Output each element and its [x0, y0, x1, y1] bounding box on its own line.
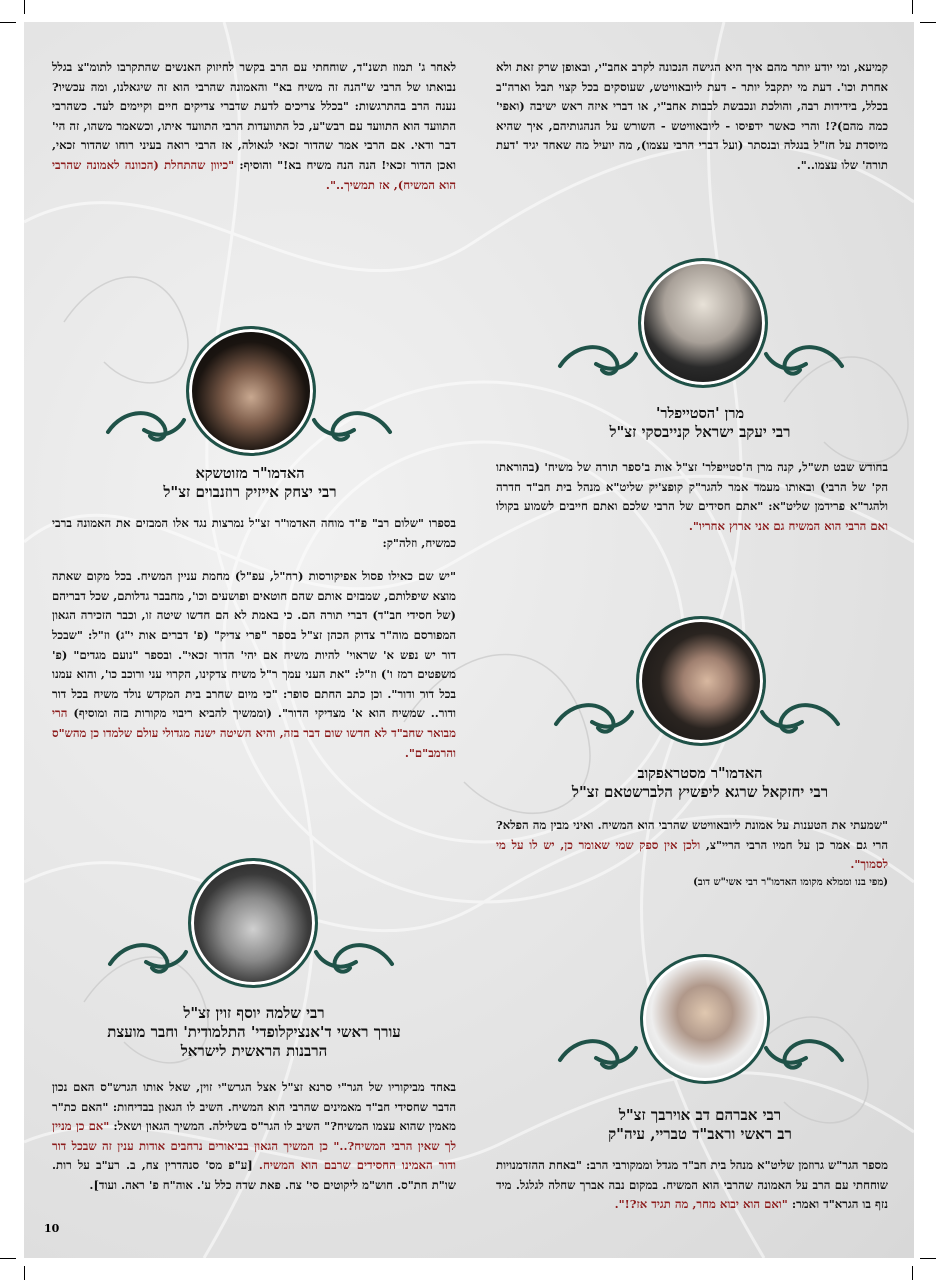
zutshka-highlight: הרי מבואר שחב"ד לא חדשו שום דבר בזה, והיא השיטה ישנה מגדולי עולם שלמדו כן מהש"ס והרמב"ם". [52, 706, 456, 760]
zutshka-name-line2: רבי יצחק אייזיק רוזנבוים זצ"ל [163, 483, 337, 501]
top-right-paragraph: קמיעא, ומי יודע יותר מהם איך היא הגישה הנכונה לקרב אחב"י, ובאופן שרק זאת ולא אחרת וכו'. דעת מי יתקבל יותר - דעת ליובאוויטש, שעוסקים בכל קצוי תבל וארה"ב בכלל, בידידות רבה, והולכת ונכבשת לבבות אחב"י, או דברי איזה ראש ישיבה (ואפי' כמה מהם)?! והרי כאשר ידפיסו - ליובאוויטש - השורש על הנהגותיהם, איך שהיא מיוסדת על חז"ל בנגלה ובנסתר (ועל דברי הרבי עצמו), מה יועיל מה שאחד יגיד 'דעת תורה' שלו עצמו..". [496, 60, 888, 172]
zutshka-ornament [104, 402, 394, 452]
zevin-section [52, 1078, 456, 1196]
steipler-section [496, 458, 888, 550]
zutshka-section [52, 514, 456, 777]
zutshka-text: "יש שם כאילו פסול אפיקורסות (רח"ל, עפ"ל) מחמת עניין המשיח. בכל מקום שאתה מוצא שיפלותם, שמבזים אותם שהם חוטאים ופושעים וכו', מחבבר גדלותם, שכל דבריהם (של חסידי חב"ד) דברי תורה הם. כי באמת לא הם חדשו שיטה זו, וכבר הזכירה הגאון המפורסם מוה"ר צדוק הכהן זצ"ל בספר "פרי צדיק" (פ' דברים אות י"ג) וז"ל: "שבכל דור יש נפש א' שראוי' להיות משיח אם יהי' הדור זכאי". ובספר "נועם מגדים" (פ' משפטים רמז ו') וז"ל: "את העני עמך ר"ל משיח צדקינו, הקרוי עני ורוכב כו', והוא עמנו בכל דור ודור". וכן כתב החתם סופר: "כי מיום שחרב בית המקדש נולד משיח בכל דור ודור.. שמשיח הוא א' מצדיקי הדור". (וממשיך להביא ריבוי מקורות בזה ומוסיף) [52, 569, 456, 721]
strapkov-paragraph [496, 816, 888, 875]
strapkov-source: (מפי בנו וממלא מקומו האדמו"ר רבי אשי"ש דוב) [693, 876, 888, 888]
auerbach-name-line2: רב ראשי וראב"ד טבריי, עיה"ק [608, 1125, 792, 1143]
top-left-paragraph [52, 58, 456, 195]
crop-mark [912, 0, 913, 14]
auerbach-name-line1: רבי אברהם דב אוירבך זצ"ל [618, 1106, 782, 1124]
zevin-paragraph [52, 1078, 456, 1196]
strapkov-title [500, 764, 900, 802]
steipler-text: בחודש שבט תש"ל, קנה מרן ה'סטייפלר' זצ"ל אות ב'ספר תורה של משיח' (בהוראתו הק' של הרבי) ובאותו מעמד אמר להגר"ק קופצ'יק שליט"א מנהל בית חב"ד חדרה ולהגר"א פרידמן שליט"א: "אתם חסידים של הרבי שלכם ואתם חייבים לשמוע בקולו [496, 460, 888, 514]
zevin-highlight: "אם כן מניין לך שאין הרבי המשיח?.." כן המשיך הגאון בביאורים נרחבים אודות ענין זה שבכל דור ודור האמינו החסידים שרבם הוא המשיח. [52, 1119, 456, 1173]
crop-mark [0, 1258, 16, 1259]
zevin-name-line2: עורך ראשי ד'אנציקלופדי' התלמודית' וחבר מועצת [107, 1023, 401, 1041]
zevin-ornament [106, 934, 396, 984]
zutshka-paragraph [52, 567, 456, 763]
steipler-name-line2: רבי יעקב ישראל קנייבסקי זצ"ל [609, 423, 791, 441]
crop-mark [24, 0, 25, 14]
auerbach-ornament [556, 1030, 846, 1080]
zevin-name-line3: הרבנות הראשית לישראל [180, 1042, 328, 1060]
top-left-highlight: "כיוון שהתחלת (הכוונה לאמונה שהרבי הוא המשיח), אז תמשיך..". [52, 157, 456, 192]
steipler-ornament [556, 336, 846, 386]
top-left-text: לאחר ג' תמוז תשנ"ד, שוחחתי עם הרב בקשר לחיזוק האנשים שהתקרבו לתומ"צ בגלל נבואתו של הרבי ש"הנה זה משיח בא" והאמונה שהרבי הוא זה שיגאלנו, ומה עכשיו? נענה הרב בהתרגשות: "בכלל צריכים לדעת שדברי צדיקים חיים וקיימים לעד. כשהרבי התוועד הוא התוועד עם רבש"ע, כל התוועדות הרבי התוועד איתו, וכשאמר משהו, זה הי' דבר ודאי. אם הרבי אמר שהדור זכאי לגאולה, אז הרבי רואה בעיני רוחו שהדור זכאי, ואכן הדור זכאי! הנה הנה משיח בא!" והוסיף: [52, 60, 456, 172]
zevin-title [52, 1004, 456, 1061]
strapkov-name-line1: האדמו"ר מסטראפקוב [637, 765, 763, 782]
crop-mark [920, 1258, 936, 1259]
zevin-name-line1: רבי שלמה יוסף זוין זצ"ל [183, 1004, 325, 1022]
steipler-title [520, 404, 880, 442]
auerbach-highlight: "ואם הוא יבוא מחר, מה תגיד אז?!". [614, 1197, 788, 1212]
strapkov-name-line2: רבי יחזקאל שרגא ליפשיץ הלברשטאם זצ"ל [571, 783, 829, 801]
strapkov-section [496, 816, 888, 891]
steipler-name-line1: מרן 'הסטייפלר' [655, 405, 745, 422]
strapkov-highlight: ולכן אין ספק שמי שאומר כן, יש לו על מי לסמוך". [496, 837, 888, 872]
crop-mark [24, 1266, 25, 1280]
steipler-highlight: ואם הרבי הוא המשיח גם אני ארוץ אחריו". [688, 518, 888, 533]
auerbach-section [496, 1156, 888, 1215]
crop-mark [0, 22, 16, 23]
zutshka-name-line1: האדמו"ר מזוטשקא [195, 465, 305, 482]
top-right-continuation [496, 58, 888, 190]
page-number: 10 [44, 1222, 60, 1235]
crop-mark [920, 22, 936, 23]
strapkov-text: "שמעתי את הטענות על אמונת ליובאוויטש שהרבי הוא המשיח. ואיני מבין מה הפלא? הרי גם אמר כן על חמיו הרבי הריי"צ, [496, 818, 889, 852]
strapkov-ornament [552, 694, 842, 744]
zevin-text: באחד מביקוריו של הגר"י סרנא זצ"ל אצל הגרש"י זוין, שאל אותו הגרש"ס האם נכון הדבר שחסידי חב"ד מאמינים שהרבי הוא המשיח. השיב לו הגאון בבדיחות: "האם כת"ר מאמין שהוא עצמו המשיח?" השיב לו הגר"ס בשלילה. המשיך הגאון ושאל: [52, 1080, 456, 1134]
crop-mark [912, 1266, 913, 1280]
zutshka-intro: בספרו "שלום רב" פ"ד מוחה האדמו"ר זצ"ל נמרצות נגד אלו המבזים את האמונה ברבי כמשיח, וזלה"ק: [52, 516, 456, 550]
zevin-sources: [ע"פ מס' סנהדרין צח, ב. רע"ב על רות. שו"ת חת"ס. חוש"מ ליקוטים סי' צח. פאת שדה כלל ע'. אוה"ח פ' ראה. ועוד]. [52, 1158, 456, 1192]
auerbach-paragraph [496, 1156, 888, 1215]
zutshka-title [70, 464, 430, 502]
auerbach-text: מספר הגר"ש גרוזמן שליט"א מנהל בית חב"ד מגדל וממקורבי הרב: "באחת ההזדמנויות שוחחתי עם הרב על האמונה שהרבי הוא המשיח. במקום נבה אברך שחלה לגלגל. מיד נזף בו הגרא"ד ואמר: [496, 1158, 888, 1212]
auerbach-title [520, 1106, 880, 1144]
steipler-paragraph [496, 458, 888, 536]
top-left-continuation [52, 58, 456, 209]
